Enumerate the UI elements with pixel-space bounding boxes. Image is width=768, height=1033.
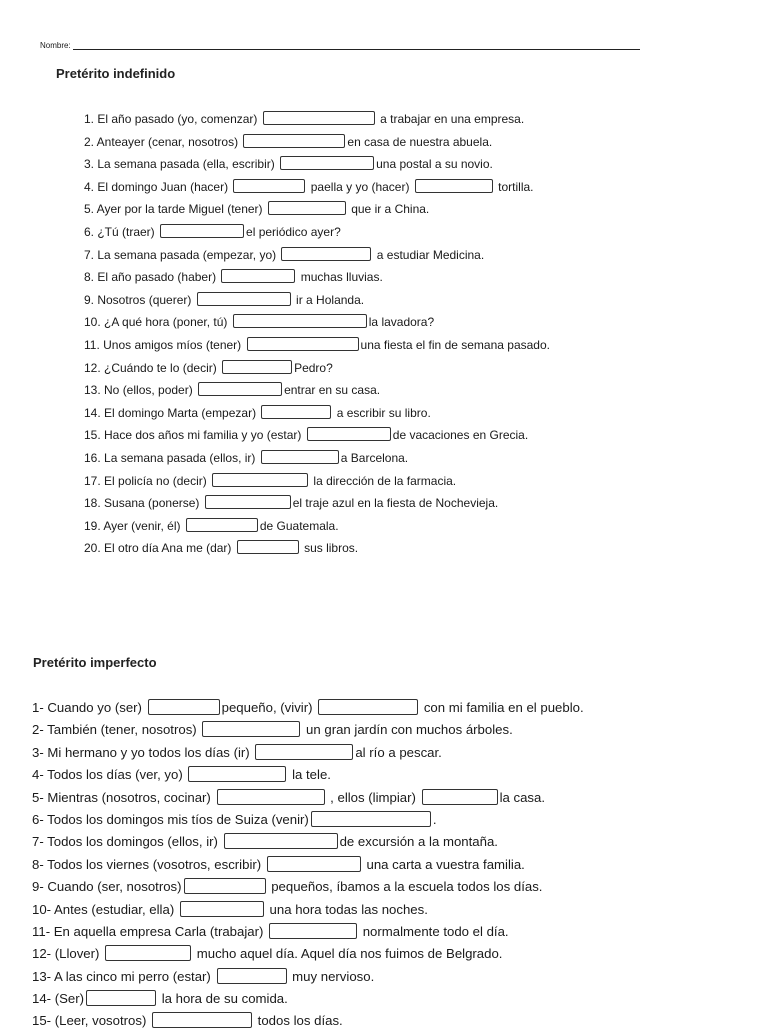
exercise-text: en casa de nuestra abuela. — [347, 134, 493, 149]
exercise-text: , ellos (limpiar) — [326, 789, 420, 805]
answer-blank[interactable] — [233, 179, 305, 193]
exercise-item — [84, 176, 550, 199]
answer-blank[interactable] — [197, 292, 291, 306]
exercise-item — [32, 943, 584, 965]
answer-blank[interactable] — [243, 134, 345, 148]
exercise-text: 9- Cuando (ser, nosotros) — [32, 879, 182, 895]
answer-blank[interactable] — [86, 990, 156, 1006]
exercise-item — [32, 764, 584, 786]
exercise-text: 9. Nosotros (querer) — [84, 292, 195, 307]
exercise-text: un gran jardín con muchos árboles. — [302, 722, 513, 738]
exercise-item — [32, 809, 584, 831]
answer-blank[interactable] — [233, 314, 367, 328]
exercise-text: de Guatemala. — [259, 518, 339, 533]
answer-blank[interactable] — [202, 721, 300, 737]
exercise-item — [84, 334, 550, 357]
exercise-item — [84, 447, 550, 470]
exercise-item — [32, 787, 584, 809]
exercise-item — [84, 198, 550, 221]
exercise-list-indefinido — [84, 108, 550, 560]
exercise-text: a Barcelona. — [340, 450, 409, 465]
answer-blank[interactable] — [148, 699, 220, 715]
exercise-text: 7- Todos los domingos (ellos, ir) — [32, 834, 222, 850]
answer-blank[interactable] — [237, 540, 299, 554]
exercise-text: la tele. — [288, 767, 331, 783]
exercise-item — [84, 402, 550, 425]
exercise-text: una fiesta el fin de semana pasado. — [360, 337, 550, 352]
exercise-text: 5- Mientras (nosotros, cocinar) — [32, 789, 215, 805]
exercise-text: . — [432, 811, 437, 827]
answer-blank[interactable] — [307, 427, 391, 441]
exercise-text: 11- En aquella empresa Carla (trabajar) — [32, 923, 268, 939]
exercise-item — [32, 831, 584, 853]
exercise-text: 1. El año pasado (yo, comenzar) — [84, 112, 261, 126]
answer-blank[interactable] — [318, 699, 418, 715]
exercise-text: 1- Cuando yo (ser) — [32, 700, 146, 715]
exercise-text: con mi familia en el pueblo. — [420, 700, 584, 715]
answer-blank[interactable] — [188, 766, 286, 782]
answer-blank[interactable] — [221, 269, 295, 283]
answer-blank[interactable] — [247, 337, 359, 351]
answer-blank[interactable] — [222, 360, 292, 374]
exercise-text: pequeños, íbamos a la escuela todos los días. — [267, 879, 543, 895]
exercise-text: 2- También (tener, nosotros) — [32, 722, 201, 738]
exercise-text: al río a pescar. — [355, 744, 442, 760]
answer-blank[interactable] — [198, 382, 282, 396]
exercise-text: mucho aquel día. Aquel día nos fuimos de Belgrado. — [193, 946, 503, 962]
answer-blank[interactable] — [212, 473, 308, 487]
section-title-indefinido: Pretérito indefinido — [56, 66, 176, 81]
exercise-text: 13. No (ellos, poder) — [84, 383, 197, 398]
exercise-text: una hora todas las noches. — [265, 901, 428, 917]
exercise-text: 3- Mi hermano y yo todos los días (ir) — [32, 744, 254, 760]
exercise-text: la casa. — [499, 789, 546, 805]
answer-blank[interactable] — [217, 968, 287, 984]
exercise-text: pequeño, (vivir) — [221, 700, 317, 715]
exercise-item — [32, 854, 584, 876]
exercise-text: 13- A las cinco mi perro (estar) — [32, 968, 215, 984]
exercise-text: 16. La semana pasada (ellos, ir) — [84, 450, 259, 465]
exercise-text: 15. Hace dos años mi familia y yo (estar) — [84, 428, 305, 443]
exercise-item — [32, 719, 584, 741]
exercise-item — [84, 266, 550, 289]
exercise-text: el periódico ayer? — [246, 224, 341, 239]
exercise-text: 12- (Llover) — [32, 946, 104, 962]
exercise-item — [84, 515, 550, 538]
exercise-text: la dirección de la farmacia. — [310, 473, 457, 488]
exercise-text: paella y yo (hacer) — [307, 179, 413, 194]
answer-blank[interactable] — [268, 201, 346, 215]
exercise-text: 10. ¿A qué hora (poner, tú) — [84, 315, 231, 330]
exercise-item — [84, 131, 550, 154]
answer-blank[interactable] — [422, 789, 498, 805]
answer-blank[interactable] — [105, 945, 191, 961]
exercise-text: la lavadora? — [368, 315, 435, 330]
exercise-text: tortilla. — [494, 179, 534, 194]
exercise-text: muy nervioso. — [288, 968, 375, 984]
exercise-text: 3. La semana pasada (ella, escribir) — [84, 157, 279, 172]
exercise-text: 7. La semana pasada (empezar, yo) — [84, 247, 280, 262]
exercise-item — [84, 108, 550, 131]
name-field — [40, 41, 640, 50]
exercise-item — [84, 537, 550, 560]
exercise-text: 20. El otro día Ana me (dar) — [84, 541, 235, 556]
exercise-item — [84, 244, 550, 267]
exercise-text: 11. Unos amigos míos (tener) — [84, 337, 245, 352]
answer-blank[interactable] — [160, 224, 244, 238]
exercise-item — [84, 311, 550, 334]
answer-blank[interactable] — [261, 450, 339, 464]
exercise-item — [32, 742, 584, 764]
answer-blank[interactable] — [205, 495, 291, 509]
answer-blank[interactable] — [186, 518, 258, 532]
exercise-item — [84, 424, 550, 447]
exercise-text: sus libros. — [300, 541, 359, 556]
exercise-text: a trabajar en una empresa. — [376, 112, 525, 126]
exercise-text: normalmente todo el día. — [359, 923, 509, 939]
answer-blank[interactable] — [267, 856, 361, 872]
exercise-item — [84, 379, 550, 402]
exercise-item — [32, 697, 584, 719]
exercise-item — [32, 921, 584, 943]
exercise-text: 2. Anteayer (cenar, nosotros) — [84, 134, 242, 149]
answer-blank[interactable] — [280, 156, 374, 170]
answer-blank[interactable] — [261, 405, 331, 419]
answer-blank[interactable] — [281, 247, 371, 261]
exercise-text: una carta a vuestra familia. — [362, 856, 525, 872]
exercise-text: 10- Antes (estudiar, ella) — [32, 901, 178, 917]
answer-blank[interactable] — [255, 744, 353, 760]
answer-blank[interactable] — [311, 811, 431, 827]
exercise-text: la hora de su comida. — [158, 991, 288, 1007]
exercise-item — [32, 899, 584, 921]
exercise-item — [32, 876, 584, 898]
answer-blank[interactable] — [415, 179, 493, 193]
exercise-list-imperfecto — [32, 697, 584, 1033]
answer-blank[interactable] — [184, 878, 266, 894]
exercise-item — [84, 221, 550, 244]
exercise-text: todos los días. — [254, 1013, 343, 1029]
exercise-text: 14- (Ser) — [32, 991, 85, 1007]
answer-blank[interactable] — [217, 789, 325, 805]
exercise-text: ir a Holanda. — [292, 292, 365, 307]
exercise-text: 8. El año pasado (haber) — [84, 270, 220, 285]
exercise-text: 12. ¿Cuándo te lo (decir) — [84, 360, 221, 375]
exercise-item — [32, 966, 584, 988]
exercise-item — [84, 492, 550, 515]
exercise-item — [32, 988, 584, 1010]
answer-blank[interactable] — [224, 833, 338, 849]
exercise-text: entrar en su casa. — [284, 383, 381, 398]
answer-blank[interactable] — [269, 923, 357, 939]
exercise-text: de excursión a la montaña. — [339, 834, 498, 850]
exercise-item — [32, 1010, 584, 1032]
name-line[interactable] — [73, 42, 640, 50]
answer-blank[interactable] — [180, 901, 264, 917]
exercise-text: a escribir su libro. — [333, 405, 431, 420]
answer-blank[interactable] — [263, 111, 375, 125]
exercise-item — [84, 357, 550, 380]
exercise-text: 19. Ayer (venir, él) — [84, 518, 184, 533]
name-label: Nombre: — [40, 41, 71, 50]
exercise-text: 14. El domingo Marta (empezar) — [84, 405, 260, 420]
exercise-item — [84, 153, 550, 176]
exercise-text: 18. Susana (ponerse) — [84, 496, 203, 511]
exercise-text: 4. El domingo Juan (hacer) — [84, 179, 232, 194]
exercise-text: 17. El policía no (decir) — [84, 473, 211, 488]
exercise-item — [84, 470, 550, 493]
exercise-text: a estudiar Medicina. — [373, 247, 485, 262]
exercise-text: de vacaciones en Grecia. — [392, 428, 529, 443]
exercise-text: que ir a China. — [347, 202, 430, 217]
exercise-text: 6- Todos los domingos mis tíos de Suiza (venir) — [32, 811, 309, 827]
exercise-item — [84, 289, 550, 312]
exercise-text: muchas lluvias. — [297, 270, 383, 285]
exercise-text: 5. Ayer por la tarde Miguel (tener) — [84, 202, 266, 217]
exercise-text: 6. ¿Tú (traer) — [84, 224, 159, 239]
exercise-text: 15- (Leer, vosotros) — [32, 1013, 151, 1029]
exercise-text: 4- Todos los días (ver, yo) — [32, 767, 187, 783]
exercise-text: 8- Todos los viernes (vosotros, escribir) — [32, 856, 265, 872]
exercise-text: el traje azul en la fiesta de Nochevieja. — [292, 496, 499, 511]
answer-blank[interactable] — [152, 1012, 252, 1028]
exercise-text: una postal a su novio. — [376, 157, 493, 172]
exercise-text: Pedro? — [294, 360, 333, 375]
section-title-imperfecto: Pretérito imperfecto — [33, 655, 157, 670]
